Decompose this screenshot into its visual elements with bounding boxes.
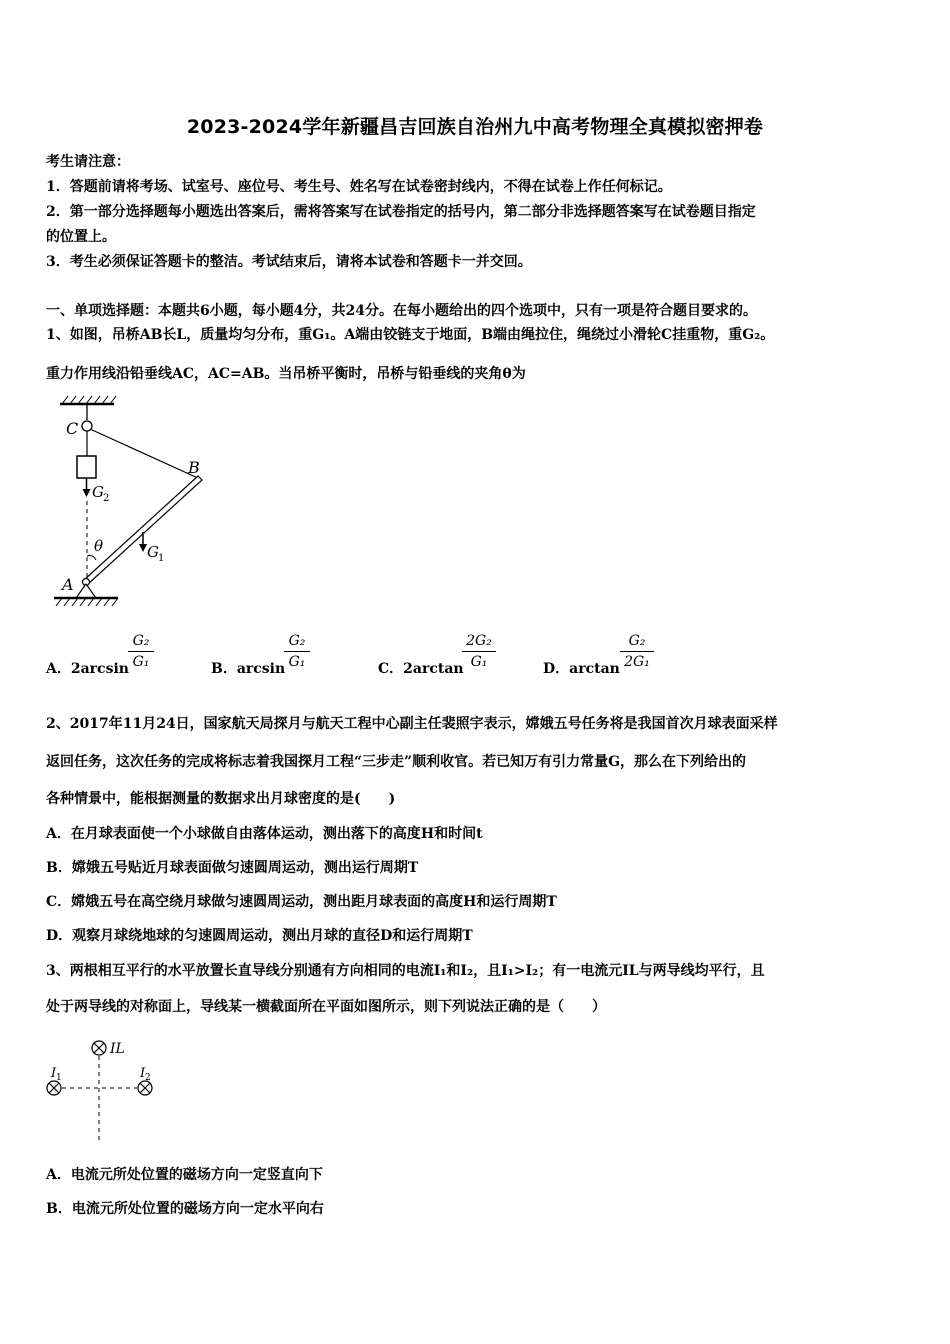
q3-option-b[interactable]: B．电流元所处位置的磁场方向一定水平向右 bbox=[46, 1201, 324, 1217]
q1-option-b[interactable]: B．arcsin bbox=[211, 661, 286, 677]
label-c: C bbox=[66, 419, 79, 438]
notice-item-3: 3．考生必须保证答题卡的整洁。考试结束后，请将本试卷和答题卡一并交回。 bbox=[46, 254, 532, 270]
q1-option-b-fraction: G₂ G₁ bbox=[284, 632, 310, 671]
current-element-il-icon bbox=[92, 1041, 106, 1055]
q1-option-c-fraction: 2G₂ G₁ bbox=[462, 632, 496, 671]
label-i2: I bbox=[140, 1066, 146, 1081]
q1-option-a-fraction: G₂ G₁ bbox=[128, 632, 154, 671]
label-il: IL bbox=[110, 1041, 125, 1057]
drawbridge-figure bbox=[48, 394, 218, 616]
q2-option-a[interactable]: A．在月球表面使一个小球做自由落体运动，测出落下的高度H和时间t bbox=[46, 826, 483, 842]
label-g2-sub: 2 bbox=[103, 493, 110, 504]
q3-stem-line2: 处于两导线的对称面上，导线某一横截面所在平面如图所示，则下列说法正确的是（ ） bbox=[46, 999, 606, 1015]
q1-option-d[interactable]: D．arctan bbox=[543, 661, 620, 677]
q1-option-a[interactable]: A．2arcsin bbox=[46, 661, 129, 677]
label-i2-sub: 2 bbox=[145, 1073, 151, 1083]
label-theta: θ bbox=[94, 537, 104, 555]
notice-heading: 考生请注意： bbox=[46, 154, 130, 170]
label-b: B bbox=[188, 458, 200, 477]
label-g2: G bbox=[92, 483, 104, 501]
q1-stem-line1: 1、如图，吊桥AB长L，质量均匀分布，重G₁。A端由铰链支于地面，B端由绳拉住，绳绕过小滑轮C挂重物，重G₂。 bbox=[46, 327, 775, 343]
label-g1-sub: 1 bbox=[158, 553, 165, 564]
q3-stem-line1: 3、两根相互平行的水平放置长直导线分别通有方向相同的电流I₁和I₂，且I₁>I₂；有一电流元IL与两导线均平行，且 bbox=[46, 963, 765, 979]
label-i1-sub: 1 bbox=[56, 1073, 62, 1083]
q3-option-a[interactable]: A．电流元所处位置的磁场方向一定竖直向下 bbox=[46, 1167, 323, 1183]
page-title: 2023-2024学年新疆昌吉回族自治州九中高考物理全真模拟密押卷 bbox=[186, 116, 764, 138]
notice-item-2: 2．第一部分选择题每小题选出答案后，需将答案写在试卷指定的括号内，第二部分非选择题答案写在试卷题目指定 bbox=[46, 204, 756, 220]
q2-option-b[interactable]: B．嫦娥五号贴近月球表面做匀速圆周运动，测出运行周期T bbox=[46, 860, 419, 876]
section-heading: 一、单项选择题：本题共6小题，每小题4分，共24分。在每小题给出的四个选项中，只有一项是符合题目要求的。 bbox=[46, 303, 757, 319]
q2-option-d[interactable]: D．观察月球绕地球的匀速圆周运动，测出月球的直径D和运行周期T bbox=[46, 928, 473, 944]
label-i1: I bbox=[51, 1066, 57, 1081]
wire-i2-icon bbox=[138, 1081, 152, 1095]
weight-block bbox=[77, 456, 96, 478]
q2-stem-line3: 各种情景中，能根据测量的数据求出月球密度的是( ) bbox=[46, 791, 396, 807]
q1-option-d-fraction: G₂ 2G₁ bbox=[620, 632, 654, 671]
wire-i1-icon bbox=[47, 1081, 61, 1095]
q1-option-c[interactable]: C．2arctan bbox=[378, 661, 464, 677]
notice-item-1: 1．答题前请将考场、试室号、座位号、考生号、姓名写在试卷密封线内，不得在试卷上作任何标记。 bbox=[46, 179, 672, 195]
q2-stem-line2: 返回任务，这次任务的完成将标志着我国探月工程“三步走”顺利收官。若已知万有引力常量G，那么在下列给出的 bbox=[46, 754, 747, 770]
q2-stem-line1: 2、2017年11月24日，国家航天局探月与航天工程中心副主任裴照宇表示，嫦娥五号任务将是我国首次月球表面采样 bbox=[46, 716, 778, 732]
label-a: A bbox=[62, 575, 74, 594]
label-g1: G bbox=[147, 543, 159, 561]
notice-item-2-cont: 的位置上。 bbox=[46, 229, 116, 245]
q2-option-c[interactable]: C．嫦娥五号在高空绕月球做匀速圆周运动，测出距月球表面的高度H和运行周期T bbox=[46, 894, 557, 910]
q1-stem-line2: 重力作用线沿铅垂线AC，AC=AB。当吊桥平衡时，吊桥与铅垂线的夹角θ为 bbox=[46, 366, 526, 382]
wire-cross-section-figure bbox=[40, 1032, 170, 1144]
